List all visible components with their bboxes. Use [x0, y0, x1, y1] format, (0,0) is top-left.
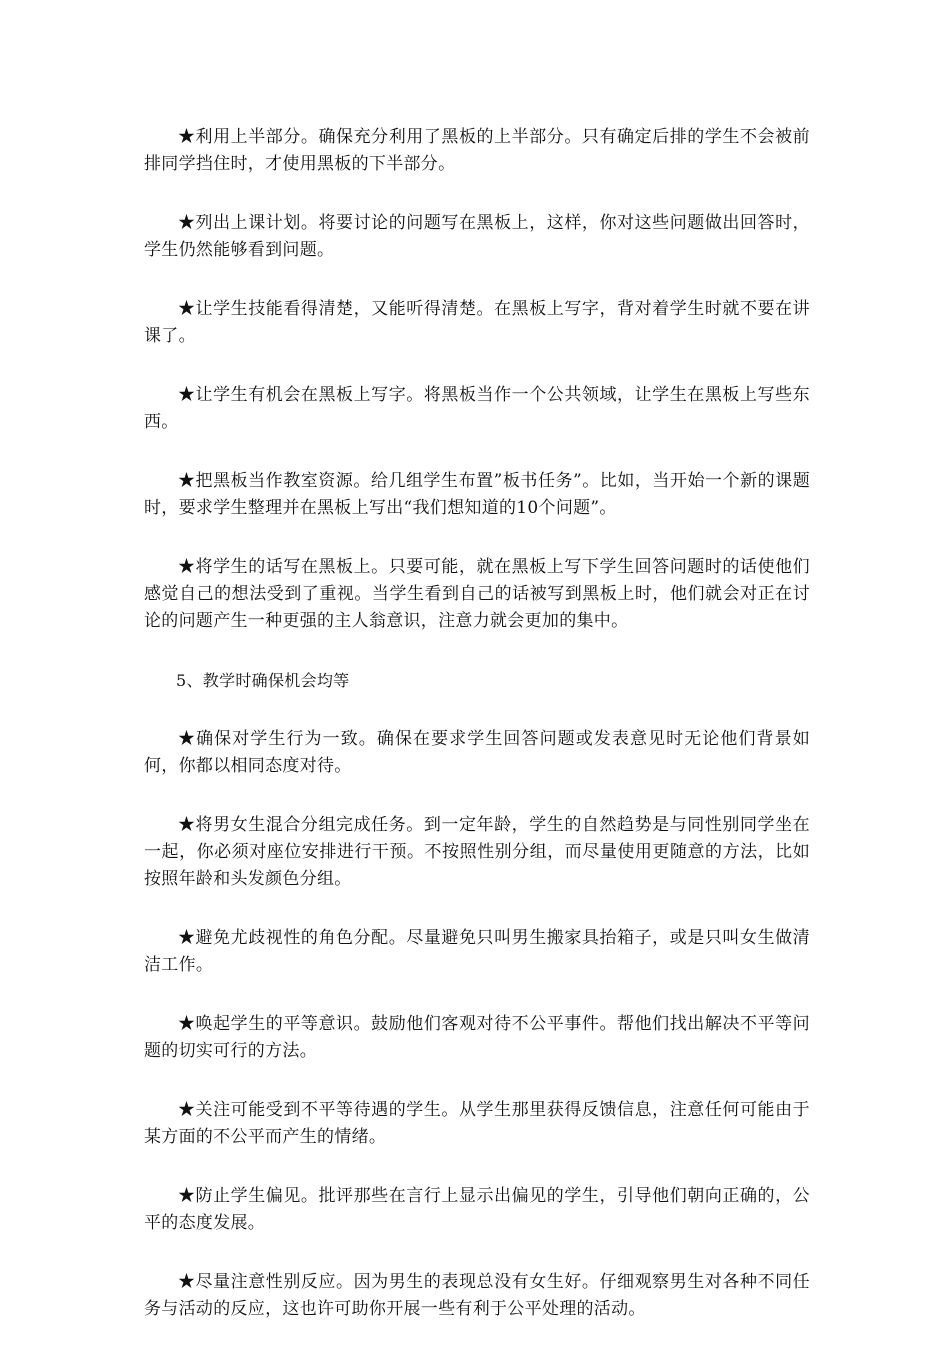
paragraph-write-student-words: ★将学生的话写在黑板上。只要可能，就在黑板上写下学生回答问题时的话使他们感觉自己的想法受到了重视。当学生看到自己的话被写到黑板上时，他们就会对正在讨论的问题产生一种更强的主人翁意识，注意力就会更加的集中。 [144, 557, 810, 631]
document-body [144, 124, 810, 1355]
paragraph-use-upper-half: ★利用上半部分。确保充分利用了黑板的上半部分。只有确定后排的学生不会被前排同学挡住时，才使用黑板的下半部分。 [144, 127, 810, 174]
paragraph-attend-unequal-treatment: ★关注可能受到不平等待遇的学生。从学生那里获得反馈信息，注意任何可能由于某方面的不公平而产生的情绪。 [144, 1100, 810, 1147]
paragraph-see-and-hear: ★让学生技能看得清楚，又能听得清楚。在黑板上写字，背对着学生时就不要在讲课了。 [144, 299, 810, 346]
paragraph-mixed-groups: ★将男女生混合分组完成任务。到一定年龄，学生的自然趋势是与同性别同学坐在一起，你必须对座位安排进行干预。不按照性别分组，而尽量使用更随意的方法，比如按照年龄和头发颜色分组。 [144, 815, 810, 889]
paragraph-prevent-prejudice: ★防止学生偏见。批评那些在言行上显示出偏见的学生，引导他们朝向正确的，公平的态度发展。 [144, 1186, 810, 1233]
paragraph-students-write: ★让学生有机会在黑板上写字。将黑板当作一个公共领域，让学生在黑板上写些东西。 [144, 385, 810, 432]
paragraph-gender-response: ★尽量注意性别反应。因为男生的表现总没有女生好。仔细观察男生对各种不同任务与活动的反应，这也许可助你开展一些有利于公平处理的活动。 [144, 1272, 810, 1319]
paragraph-avoid-discriminatory-roles: ★避免尤歧视性的角色分配。尽量避免只叫男生搬家具抬箱子，或是只叫女生做清洁工作。 [144, 928, 810, 975]
paragraph-equality-awareness: ★唤起学生的平等意识。鼓励他们客观对待不公平事件。帮他们找出解决不平等问题的切实可行的方法。 [144, 1014, 810, 1061]
paragraph-consistent-behavior: ★确保对学生行为一致。确保在要求学生回答问题或发表意见时无论他们背景如何，你都以相同态度对待。 [144, 729, 810, 776]
paragraph-list-lesson-plan: ★列出上课计划。将要讨论的问题写在黑板上，这样，你对这些问题做出回答时，学生仍然能够看到问题。 [144, 213, 810, 260]
paragraph-board-as-resource: ★把黑板当作教室资源。给几组学生布置”板书任务”。比如，当开始一个新的课题时，要求学生整理并在黑板上写出“我们想知道的10个问题”。 [144, 471, 810, 518]
section-heading: 5、教学时确保机会均等 [176, 671, 350, 690]
